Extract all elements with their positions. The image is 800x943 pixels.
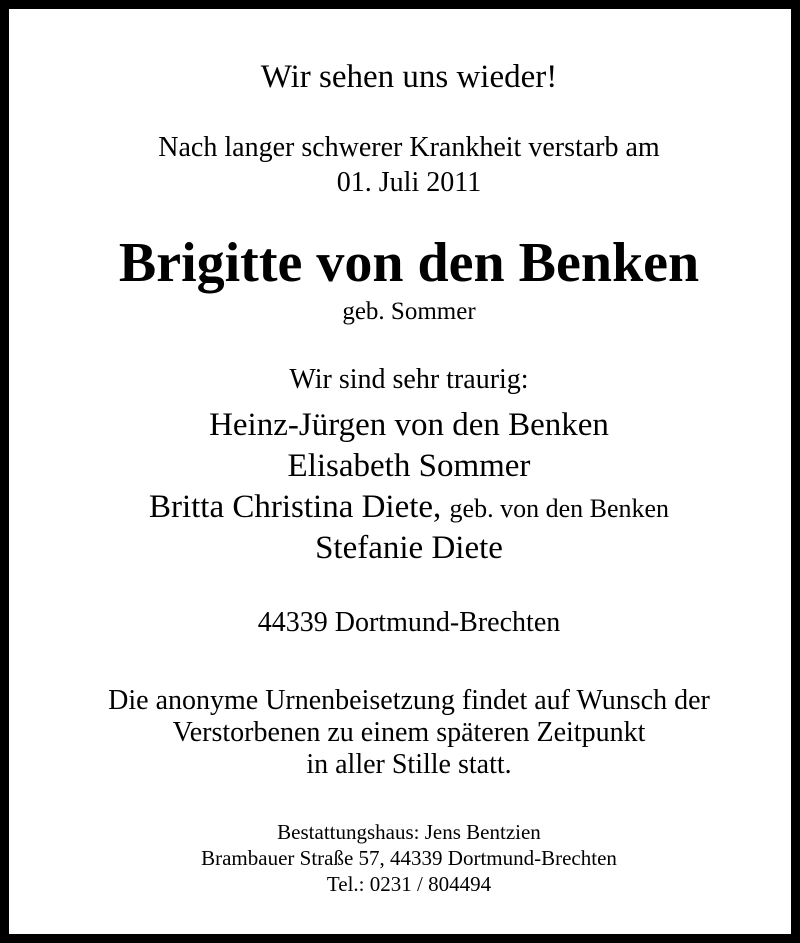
burial-info-line-1: Die anonyme Urnenbeisetzung findet auf Wunsch der <box>108 685 710 716</box>
burial-info-line-3: in aller Stille statt. <box>306 749 512 780</box>
location: 44339 Dortmund-Brechten <box>257 607 561 638</box>
mourner-3-name: Britta Christina Diete, <box>148 489 442 525</box>
mourner-4: Stefanie Diete <box>315 530 503 566</box>
funeral-home-address: Brambauer Straße 57, 44339 Dortmund-Brechten <box>201 846 617 870</box>
death-date: 01. Juli 2011 <box>336 167 482 198</box>
mourners-intro: Wir sind sehr traurig: <box>289 364 529 395</box>
deceased-name: Brigitte von den Benken <box>118 232 700 294</box>
headline: Wir sehen uns wieder! <box>260 59 558 95</box>
death-notice-line: Nach langer schwerer Krankheit verstarb am <box>158 132 660 163</box>
mourner-1: Heinz-Jürgen von den Benken <box>209 407 609 443</box>
burial-info-line-2: Verstorbenen zu einem späteren Zeitpunkt <box>172 717 646 748</box>
mourner-3-maiden-name: geb. von den Benken <box>449 494 670 523</box>
mourner-3 <box>9 491 800 524</box>
funeral-home-name: Bestattungshaus: Jens Bentzien <box>277 820 541 844</box>
funeral-home-phone: Tel.: 0231 / 804494 <box>326 872 492 896</box>
mourner-2: Elisabeth Sommer <box>287 448 531 484</box>
maiden-name: geb. Sommer <box>342 298 476 325</box>
